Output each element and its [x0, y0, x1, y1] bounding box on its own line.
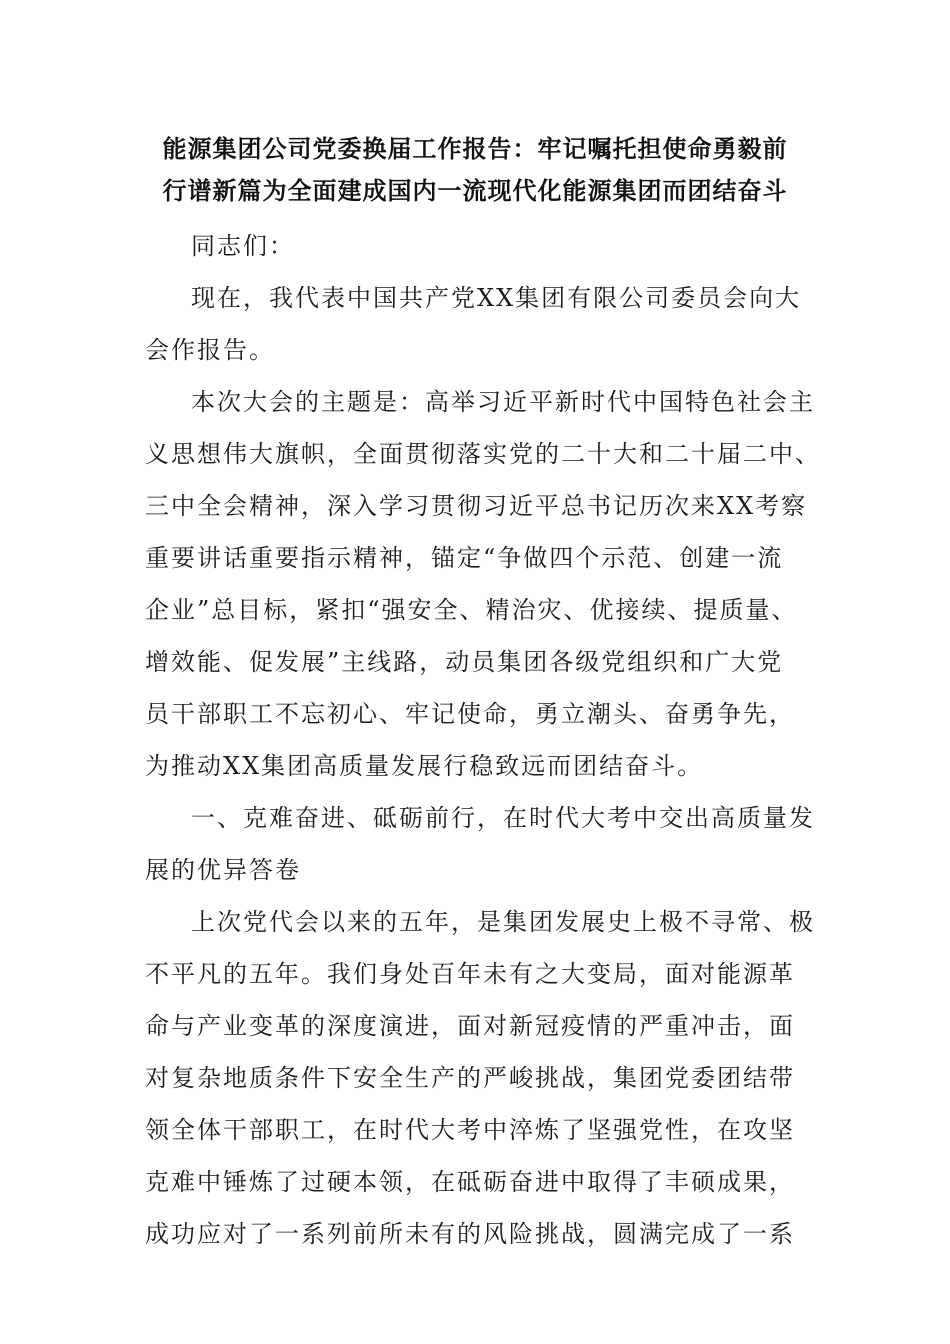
title-line: 行谱新篇为全面建成国内一流现代化能源集团而团结奋斗	[162, 177, 788, 205]
text-line: 一、克难奋进、砥砺前行，在时代大考中交出高质量发	[191, 804, 815, 832]
text-line: 本次大会的主题是：高举习近平新时代中国特色社会主	[191, 388, 815, 416]
text-line: 上次党代会以来的五年，是集团发展史上极不寻常、极	[191, 908, 815, 936]
intro-paragraph	[145, 272, 805, 376]
salutation-paragraph	[145, 220, 805, 272]
text-line: 重要讲话重要指示精神，锚定“争做四个示范、创建一流	[145, 544, 784, 572]
text-line: 成功应对了一系列前所未有的风险挑战，圆满完成了一系	[145, 1220, 795, 1248]
text-line: 会作报告。	[145, 336, 275, 364]
text-line: 义思想伟大旗帜，全面贯彻落实党的二十大和二十届二中、	[145, 440, 821, 468]
theme-paragraph	[145, 376, 821, 792]
text-line: 同志们：	[191, 232, 295, 260]
document-body	[145, 220, 821, 1260]
text-line: 为推动XX集团高质量发展行稳致远而团结奋斗。	[145, 752, 704, 780]
text-line: 对复杂地质条件下安全生产的严峻挑战，集团党委团结带	[145, 1064, 795, 1092]
text-line: 现在，我代表中国共产党XX集团有限公司委员会向大	[191, 284, 802, 312]
title-line: 能源集团公司党委换届工作报告：牢记嘱托担使命勇毅前	[162, 135, 788, 163]
document-title	[145, 128, 805, 212]
text-line: 命与产业变革的深度演进，面对新冠疫情的严重冲击，面	[145, 1012, 795, 1040]
text-line: 增效能、促发展”主线路，动员集团各级党组织和广大党	[145, 648, 784, 676]
text-line: 克难中锤炼了过硬本领，在砥砺奋进中取得了丰硕成果，	[145, 1168, 795, 1196]
review-paragraph	[145, 896, 815, 1260]
text-line: 员干部职工不忘初心、牢记使命，勇立潮头、奋勇争先，	[145, 700, 795, 728]
text-line: 三中全会精神，深入学习贯彻习近平总书记历次来XX考察	[145, 492, 808, 520]
text-line: 领全体干部职工，在时代大考中淬炼了坚强党性，在攻坚	[145, 1116, 795, 1144]
text-line: 企业”总目标，紧扣“强安全、精治灾、优接续、提质量、	[145, 596, 798, 624]
section-heading	[145, 792, 815, 896]
text-line: 不平凡的五年。我们身处百年未有之大变局，面对能源革	[145, 960, 795, 988]
text-line: 展的优异答卷	[145, 856, 301, 884]
document-page	[145, 128, 821, 1260]
